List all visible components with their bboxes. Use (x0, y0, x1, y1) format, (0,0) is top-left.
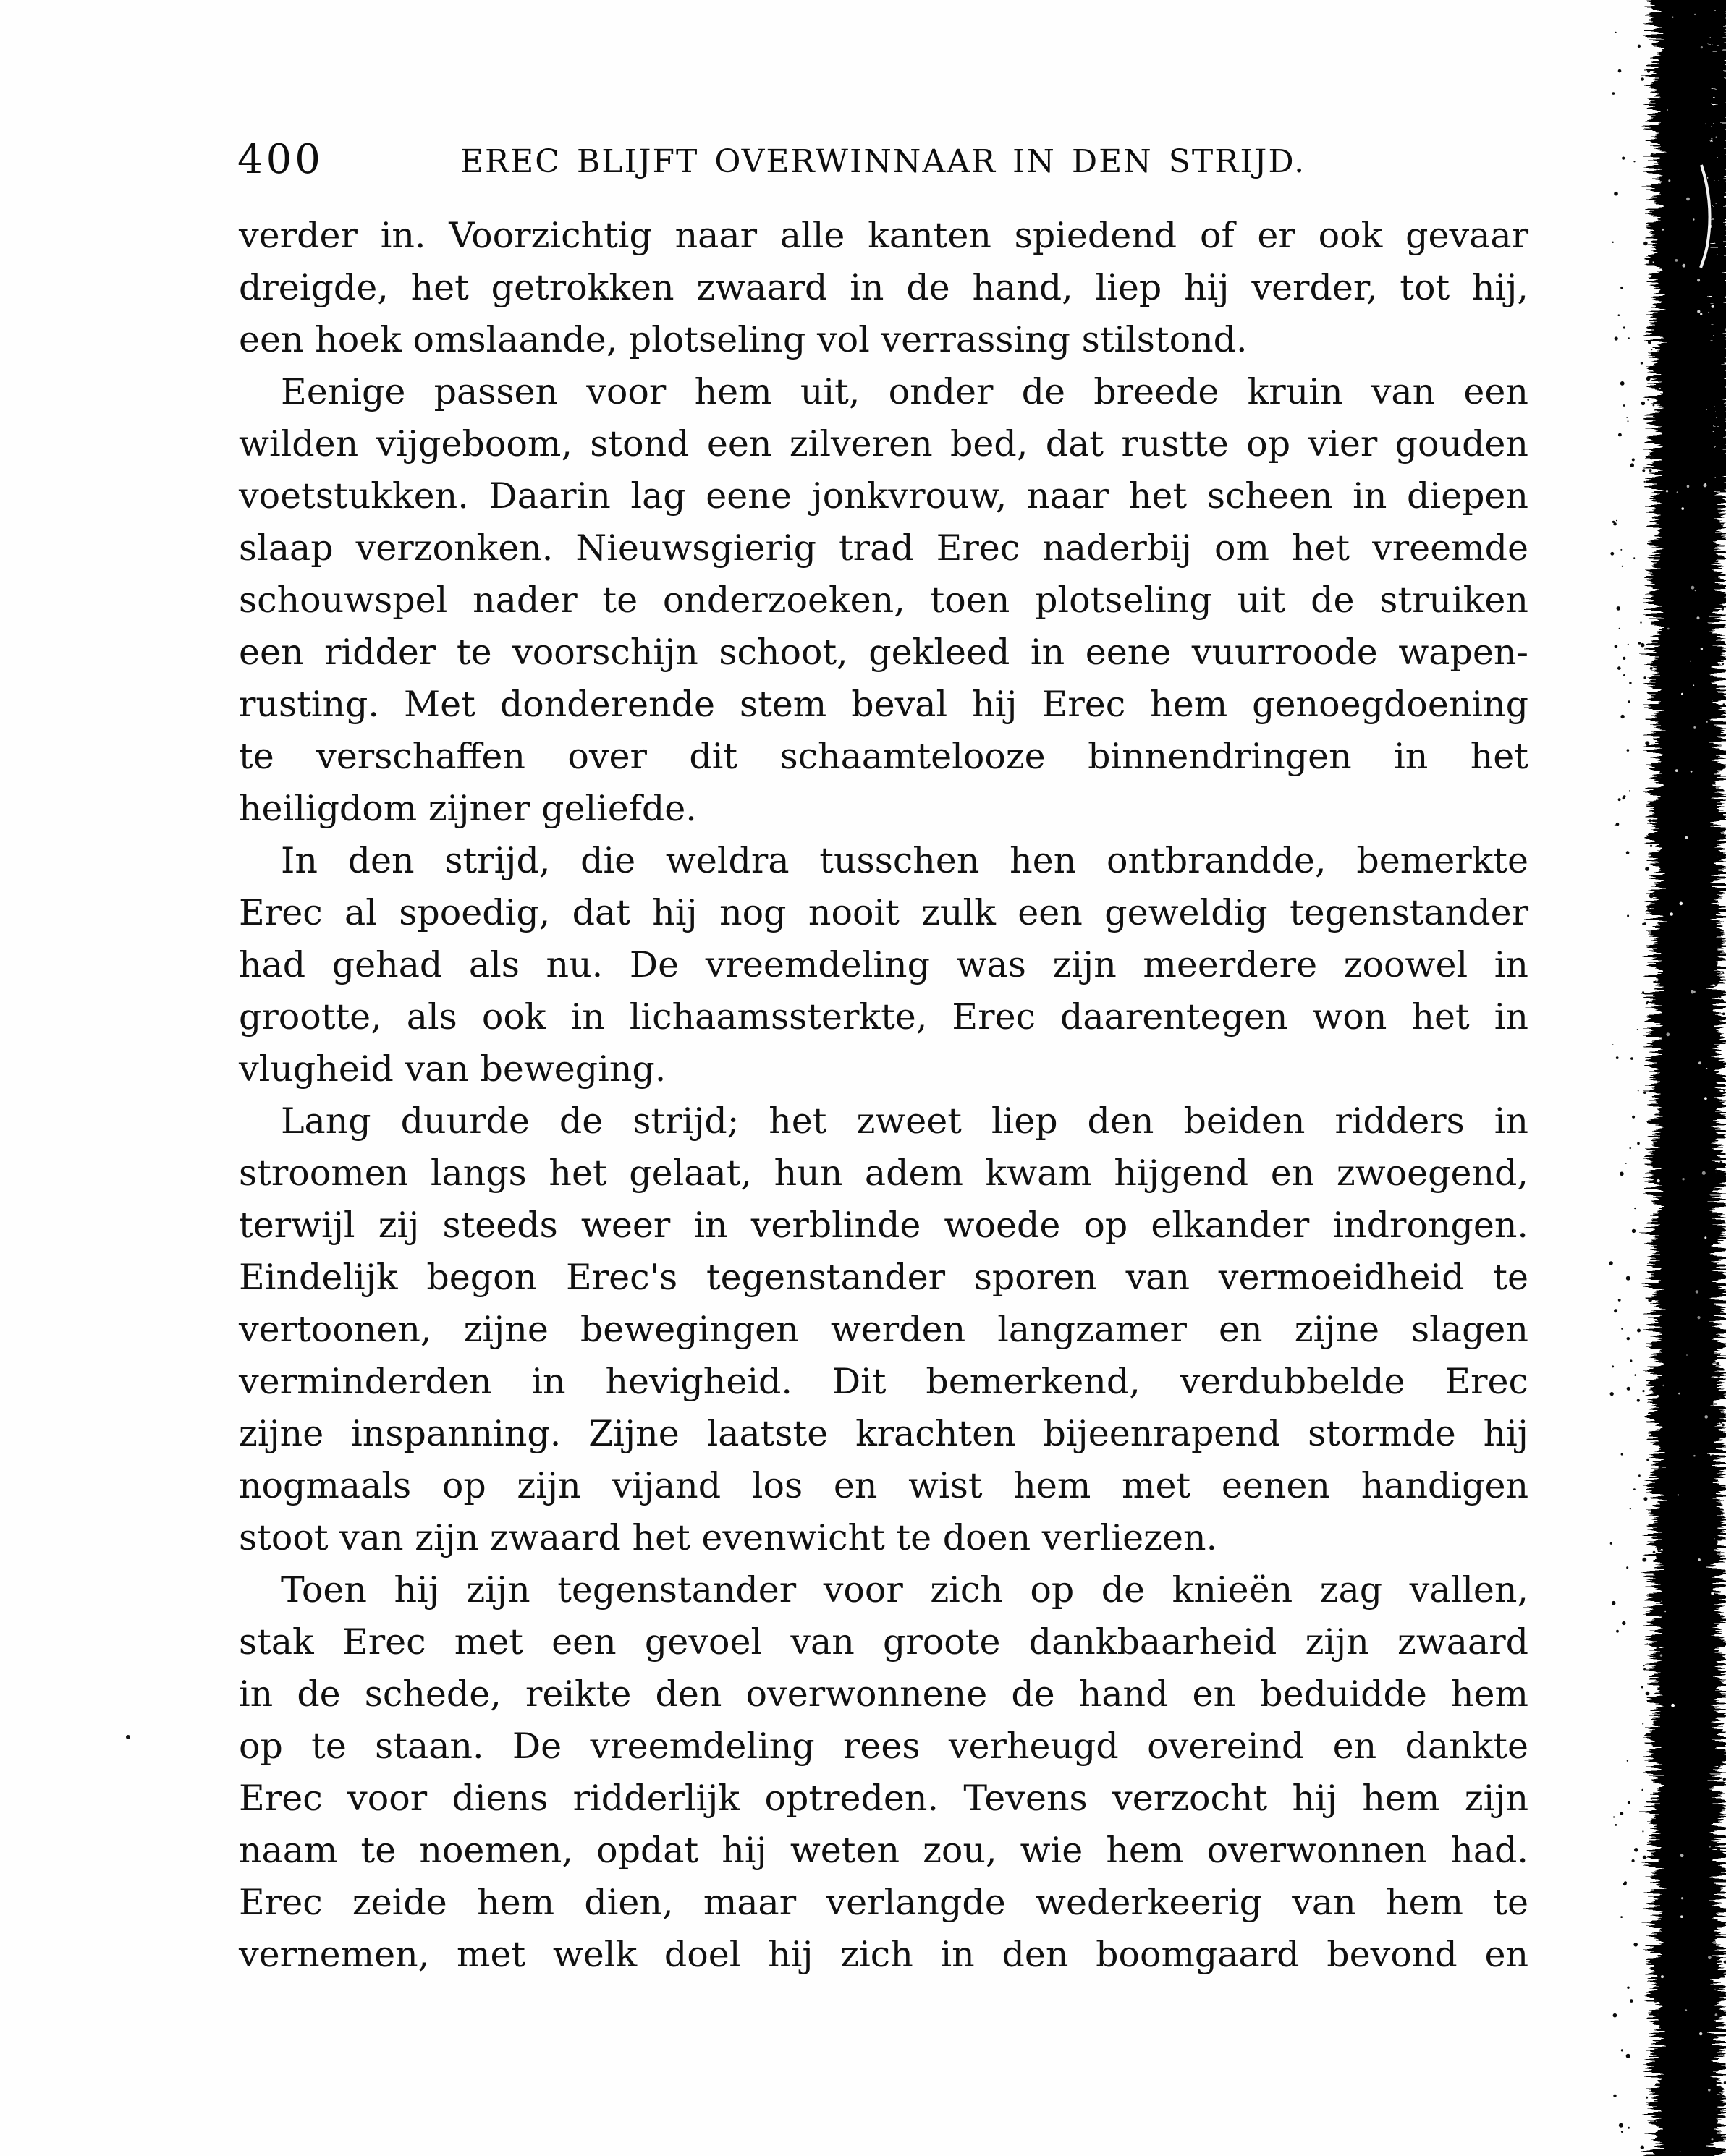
text-line: verminderden in hevigheid. Dit bemerkend, verdubbelde Erec (239, 1361, 1528, 1402)
text-line: Toen hij zijn tegenstander voor zich op de knieën zag vallen, (281, 1569, 1528, 1610)
page-number: 400 (237, 136, 323, 183)
band-top-bleed (1712, 0, 1726, 492)
text-line: wilden vijgeboom, stond een zilveren bed, dat rustte op vier gouden (239, 423, 1528, 464)
text-line: heiligdom zijner geliefde. (239, 788, 697, 829)
text-line: dreigde, het getrokken zwaard in de hand, liep hij verder, tot hij, (239, 267, 1528, 308)
scan-noise-speckles (1609, 14, 1726, 2152)
text-line: zijne inspanning. Zijne laatste krachten bijeenrapend stormde hij (239, 1413, 1528, 1454)
text-line: naam te noemen, opdat hij weten zou, wie hem overwonnen had. (239, 1830, 1528, 1871)
text-line: terwijl zij steeds weer in verblinde woede op elkander indrongen. (239, 1205, 1528, 1246)
text-line: Erec voor diens ridderlijk optreden. Tevens verzocht hij hem zijn (239, 1778, 1528, 1819)
text-line: vernemen, met welk doel hij zich in den boomgaard bevond en (239, 1934, 1528, 1975)
text-line: had gehad als nu. De vreemdeling was zijn meerdere zoowel in (239, 944, 1528, 985)
text-line: verder in. Voorzichtig naar alle kanten spiedend of er ook gevaar (239, 215, 1528, 256)
scan-edge-band (1502, 0, 1726, 2156)
text-line: Eindelijk begon Erec's tegenstander sporen van vermoeidheid te (239, 1257, 1528, 1298)
text-line: voetstukken. Daarin lag eene jonkvrouw, naar het scheen in diepen (239, 475, 1528, 517)
text-line: slaap verzonken. Nieuwsgierig trad Erec naderbij om het vreemde (239, 527, 1528, 569)
text-line: stoot van zijn zwaard het evenwicht te doen verliezen. (239, 1517, 1218, 1558)
text-line: vertoonen, zijne bewegingen werden langzamer en zijne slagen (239, 1309, 1528, 1350)
band-core (1654, 0, 1722, 2156)
text-line: een ridder te voorschijn schoot, gekleed in eene vuurroode wapen- (239, 632, 1528, 673)
text-line: Erec al spoedig, dat hij nog nooit zulk een geweldig tegenstander (239, 892, 1528, 933)
text-line: In den strijd, die weldra tusschen hen ontbrandde, bemerkte (281, 840, 1528, 881)
text-line: op te staan. De vreemdeling rees verheugd overeind en dankte (239, 1726, 1528, 1767)
text-line: Eenige passen voor hem uit, onder de breede kruin van een (281, 371, 1528, 412)
text-line: Lang duurde de strijd; het zweet liep den beiden ridders in (281, 1100, 1528, 1142)
text-line: schouwspel nader te onderzoeken, toen plotseling uit de struiken (239, 580, 1528, 621)
text-line: vlugheid van beweging. (239, 1048, 667, 1090)
scratch-mark (1701, 165, 1709, 268)
page-text (239, 210, 1528, 1981)
text-line: in de schede, reikte den overwonnene de hand en beduidde hem (239, 1673, 1528, 1715)
text-line: nogmaals op zijn vijand los en wist hem met eenen handigen (239, 1465, 1528, 1506)
text-line: Erec zeide hem dien, maar verlangde wederkeerig van hem te (239, 1882, 1528, 1923)
text-line: te verschaffen over dit schaamtelooze binnendringen in het (239, 736, 1528, 777)
running-header: EREC BLIJFT OVERWINNAAR IN DEN STRIJD. (460, 143, 1306, 180)
ink-speck (126, 1735, 130, 1739)
text-line: grootte, als ook in lichaamssterkte, Erec daarentegen won het in (239, 996, 1528, 1037)
text-line: stak Erec met een gevoel van groote dankbaarheid zijn zwaard (239, 1621, 1528, 1663)
text-line: rusting. Met donderende stem beval hij Erec hem genoegdoening (239, 684, 1528, 725)
text-line: stroomen langs het gelaat, hun adem kwam hijgend en zwoegend, (239, 1153, 1528, 1194)
text-line: een hoek omslaande, plotseling vol verrassing stilstond. (239, 319, 1248, 360)
